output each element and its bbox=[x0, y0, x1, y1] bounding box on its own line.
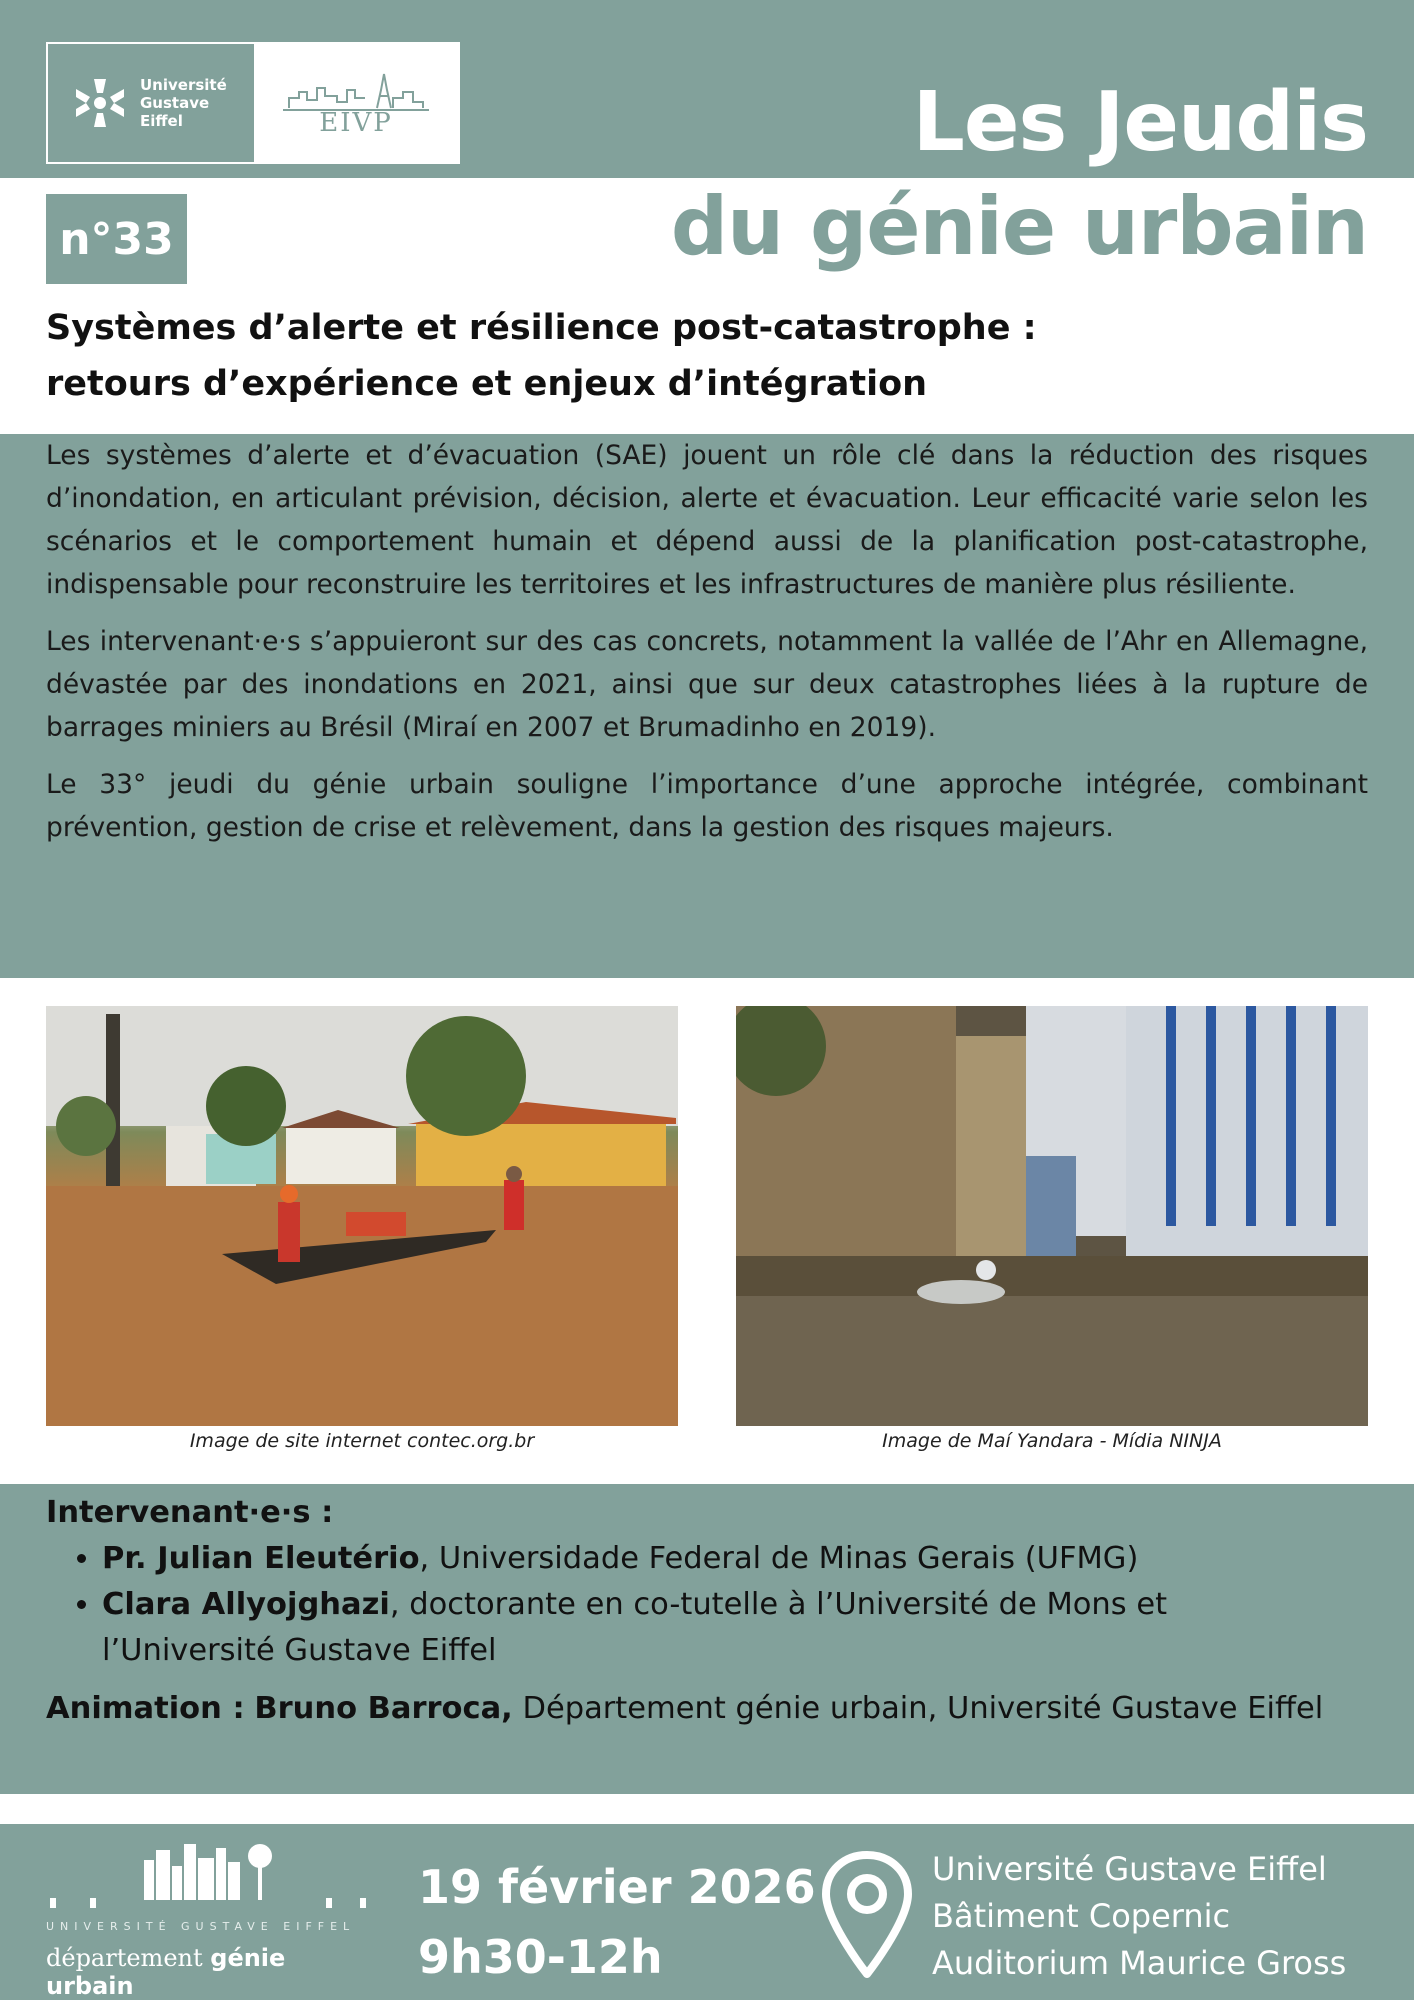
dept-logo-name: département génie urbain bbox=[46, 1944, 286, 2000]
uge-logo-text: Université Gustave Eiffel bbox=[140, 76, 227, 130]
speaker-affiliation: , Universidade Federal de Minas Gerais (UFMG) bbox=[419, 1541, 1139, 1576]
description-paragraph: Les systèmes d’alerte et d’évacuation (SAE) jouent un rôle clé dans la réduction des risques d’inondation, en articulant prévision, décision, alerte et évacuation. Leur efficacité varie selon les scénarios et le comportement humain et dépend aussi de la planification post-catastrophe, indispensable pour reconstruire les territoires et les infrastructures de manière plus résiliente. bbox=[46, 440, 1368, 600]
dept-logo-university: UNIVERSITÉ GUSTAVE EIFFEL bbox=[46, 1920, 356, 1933]
speakers-list bbox=[46, 1536, 1336, 1674]
event-date: 19 février 2026 bbox=[418, 1860, 816, 1914]
uge-logo bbox=[48, 44, 254, 162]
event-title-line2: du génie urbain bbox=[670, 180, 1368, 273]
department-logo bbox=[46, 1838, 376, 2000]
dept-logo-icon bbox=[46, 1838, 376, 1918]
event-time: 9h30-12h bbox=[418, 1930, 663, 1984]
animation-line bbox=[46, 1686, 1336, 1732]
flooded-street-illustration bbox=[736, 1006, 1368, 1426]
animation-label: Animation : bbox=[46, 1691, 245, 1726]
event-date-time bbox=[418, 1852, 816, 1992]
event-title-line1: Les Jeudis bbox=[912, 75, 1368, 170]
description-paragraph: Le 33° jeudi du génie urbain souligne l’importance d’une approche intégrée, combinant prévention, gestion de crise et relèvement, dans la gestion des risques majeurs. bbox=[46, 769, 1368, 843]
speakers-heading: Intervenant·e·s : bbox=[46, 1495, 334, 1530]
speaker-name: Clara Allyojghazi bbox=[102, 1587, 390, 1622]
location-pin-icon bbox=[818, 1850, 916, 1978]
description-paragraph: Les intervenant·e·s s’appuieront sur des cas concrets, notamment la vallée de l’Ahr en Allemagne, dévastée par des inondations en 2021, ainsi que sur deux catastrophes liées à la rupture de barrages miniers au Brésil (Miraí en 2007 et Brumadinho en 2019). bbox=[46, 626, 1368, 743]
address-line: Auditorium Maurice Gross bbox=[932, 1944, 1347, 1982]
partner-logos bbox=[46, 42, 460, 164]
flood-rescue-photo bbox=[46, 1006, 678, 1426]
description bbox=[46, 434, 1368, 863]
session-subtitle: Systèmes d’alerte et résilience post-catastrophe : retours d’expérience et enjeux d’intégration bbox=[46, 308, 1037, 404]
speakers-section bbox=[46, 1490, 1336, 1732]
animation-affiliation: Département génie urbain, Université Gustave Eiffel bbox=[512, 1691, 1324, 1726]
event-address bbox=[932, 1846, 1346, 1987]
speaker-name: Pr. Julian Eleutério bbox=[102, 1541, 420, 1576]
eivp-logo: EIVP bbox=[254, 44, 458, 162]
photo-caption: Image de Maí Yandara - Mídia NINJA bbox=[882, 1430, 1222, 1452]
animation-name: Bruno Barroca, bbox=[254, 1691, 513, 1726]
edition-badge: n°33 bbox=[46, 194, 187, 284]
eivp-logo-icon bbox=[281, 68, 431, 112]
photo-caption: Image de site internet contec.org.br bbox=[189, 1430, 535, 1452]
address-line: Université Gustave Eiffel bbox=[932, 1850, 1327, 1888]
speaker-item bbox=[102, 1582, 1336, 1674]
speaker-item bbox=[102, 1536, 1336, 1582]
flooded-street-photo bbox=[736, 1006, 1368, 1426]
speaker-affiliation: , doctorante en co-tutelle à l’Université de Mons et l’Université Gustave Eiffel bbox=[102, 1587, 1168, 1668]
flood-rescue-illustration bbox=[46, 1006, 678, 1426]
uge-logo-icon bbox=[72, 75, 128, 131]
address-line: Bâtiment Copernic bbox=[932, 1897, 1231, 1935]
